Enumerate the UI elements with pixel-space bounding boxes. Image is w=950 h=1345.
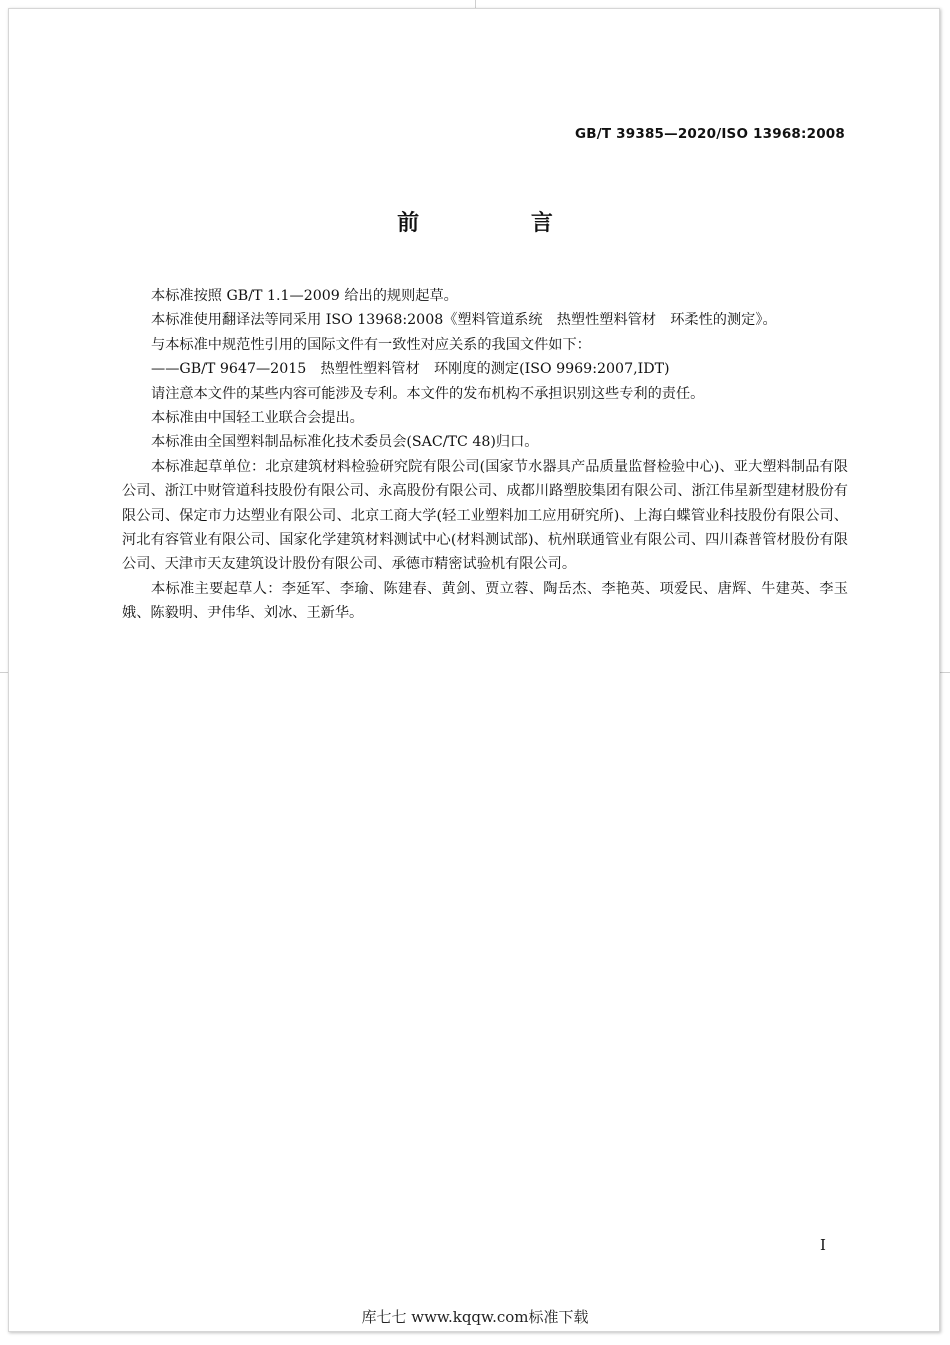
paragraph-technical-committee: 本标准由全国塑料制品标准化技术委员会(SAC/TC 48)归口。: [151, 434, 539, 451]
footer-watermark: 库七七 www.kqqw.com标准下载: [361, 1308, 589, 1326]
paragraph-patent-notice: 请注意本文件的某些内容可能涉及专利。本文件的发布机构不承担识别这些专利的责任。: [151, 385, 705, 402]
crop-mark-top: [475, 0, 476, 8]
paragraph-drafters: 本标准主要起草人：李延军、李瑜、陈建春、黄剑、贾立蓉、陶岳杰、李艳英、项爱民、唐辉、牛建英、李玉娥、陈毅明、尹伟华、刘冰、王新华。: [122, 580, 848, 622]
page-number: I: [820, 1236, 826, 1254]
paragraph-drafting-organizations: 本标准起草单位：北京建筑材料检验研究院有限公司(国家节水器具产品质量监督检验中心)、亚大塑料制品有限公司、浙江中财管道科技股份有限公司、永高股份有限公司、成都川路塑胶集团有限公司、浙江伟星新型建材股份有限公司、保定市力达塑业有限公司、北京工商大学(轻工业塑料加工应用研究所)、上海白蝶管业科技股份有限公司、河北有容管业有限公司、国家化学建筑材料测试中心(材料测试部)、杭州联通管业有限公司、四川森普管材股份有限公司、天津市天友建筑设计股份有限公司、承德市精密试验机有限公司。: [122, 458, 848, 573]
paragraph-normative-reference-item: ——GB/T 9647—2015 热塑性塑料管材 环刚度的测定(ISO 9969:2007,IDT): [151, 361, 670, 378]
document-body: [122, 284, 848, 626]
page-title: 前 言: [397, 211, 605, 236]
crop-mark-left: [0, 672, 8, 673]
paragraph-adoption: 本标准使用翻译法等同采用 ISO 13968:2008《塑料管道系统 热塑性塑料管材 环柔性的测定》。: [151, 312, 777, 329]
paragraph-normative-references-intro: 与本标准中规范性引用的国际文件有一致性对应关系的我国文件如下：: [151, 336, 591, 353]
standard-code: GB/T 39385—2020/ISO 13968:2008: [574, 126, 845, 142]
crop-mark-right: [940, 672, 950, 673]
paragraph-proposer: 本标准由中国轻工业联合会提出。: [151, 410, 364, 427]
paragraph-drafting-rules: 本标准按照 GB/T 1.1—2009 给出的规则起草。: [151, 288, 458, 304]
